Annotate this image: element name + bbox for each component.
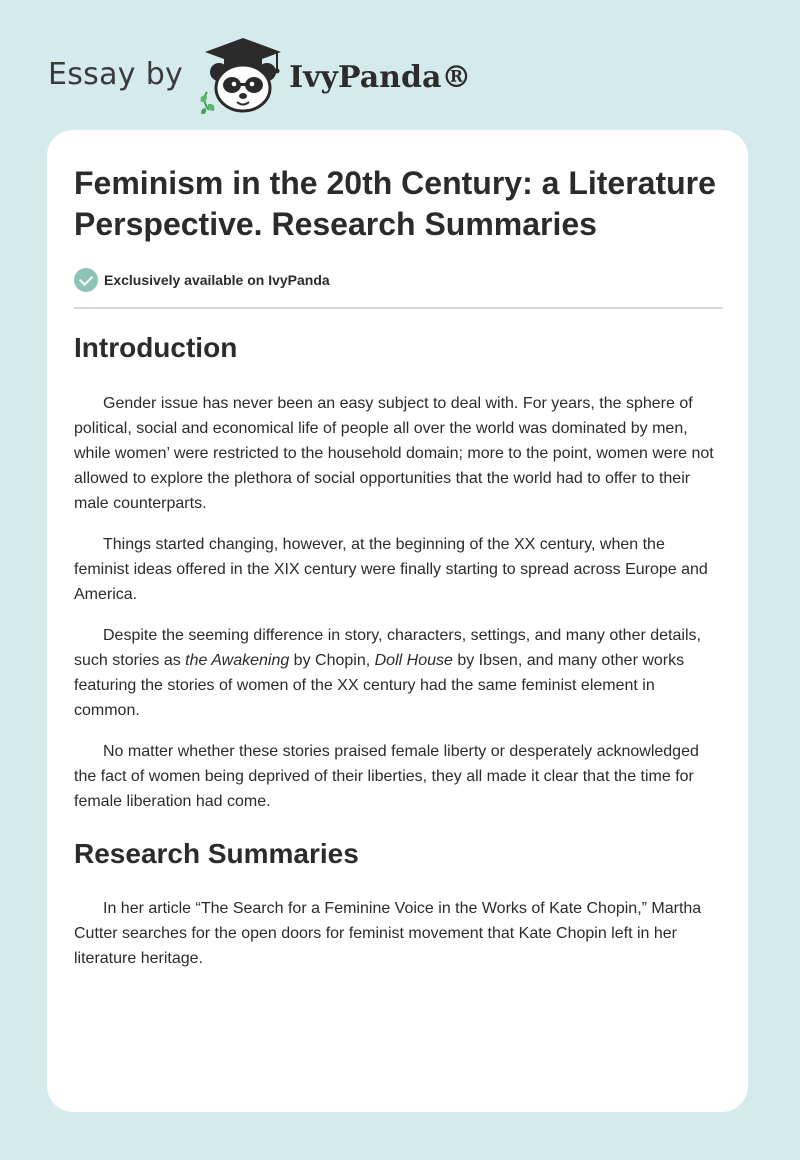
book-title-doll-house: Doll House (374, 652, 453, 669)
section-heading-introduction: Introduction (74, 332, 238, 363)
book-title-awakening: the Awakening (185, 652, 290, 669)
ivypanda-logo-icon[interactable] (197, 34, 289, 114)
paragraph-text: by Ibsen, and many other works featuring the stories of women of the XX century had the same feminist element in common. (74, 652, 685, 719)
article-title: Feminism in the 20th Century: a Literature Perspective. Research Summaries (74, 165, 716, 242)
paragraph: Things started changing, however, at the beginning of the XX century, when the feminist ideas offered in the XIX century were finally starting to spread across Europe and America. (74, 536, 708, 603)
essay-by-label: Essay by (48, 56, 184, 92)
paragraph-text: Despite the seeming difference in story, characters, settings, and many other details, such stories as (74, 627, 701, 669)
site-header (48, 34, 471, 114)
paragraph: No matter whether these stories praised female liberty or desperately acknowledged the fact of women being deprived of their liberties, they all made it clear that the time for female liberation had come. (74, 743, 699, 810)
title-divider (74, 307, 723, 309)
exclusive-badge (74, 266, 723, 294)
article-card (47, 130, 748, 1112)
article-content (74, 163, 723, 971)
paragraph (74, 623, 723, 723)
paragraph: Gender issue has never been an easy subject to deal with. For years, the sphere of political, social and economical life of people all over the world was dominated by men, while women’ were restricted to the household domain; more to the point, women were not allowed to explore the plethora of social opportunities that the world had to offer to their male counterparts. (74, 395, 714, 512)
check-circle-icon (74, 268, 98, 292)
paragraph: In her article “The Search for a Feminine Voice in the Works of Kate Chopin,” Martha Cutter searches for the open doors for feminist movement that Kate Chopin left in her literature heritage. (74, 900, 702, 967)
exclusive-badge-label: Exclusively available on IvyPanda (104, 272, 330, 288)
brand-name[interactable]: IvyPanda® (289, 59, 472, 95)
section-heading-research-summaries: Research Summaries (74, 838, 359, 869)
paragraph-text: by Chopin, (289, 652, 375, 669)
